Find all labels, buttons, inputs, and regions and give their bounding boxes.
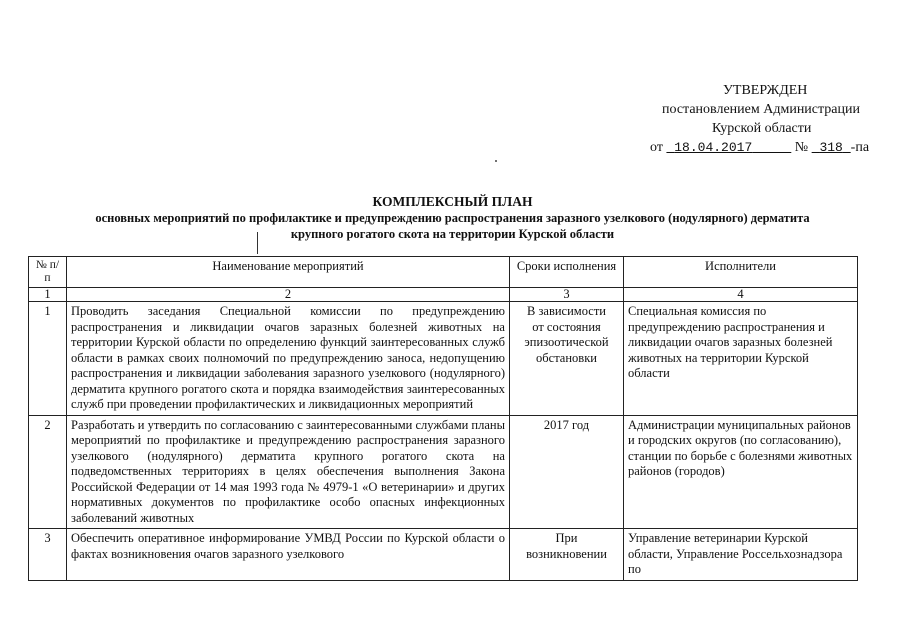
row-deadline: В зависимости от состояния эпизоотической обстановки bbox=[510, 302, 624, 416]
approval-stamp-line2: постановлением Администрации bbox=[662, 102, 860, 117]
table-row bbox=[29, 302, 858, 416]
header-activity: Наименование мероприятий bbox=[67, 257, 510, 288]
header-executors: Исполнители bbox=[624, 257, 858, 288]
row-deadline: При возникновении bbox=[510, 529, 624, 581]
row-executors: Управление ветеринарии Курской области, Управление Россельхознадзора по bbox=[624, 529, 858, 581]
number-suffix: -па bbox=[850, 140, 870, 155]
number-prefix: № bbox=[794, 140, 809, 155]
column-number-row bbox=[29, 288, 858, 302]
plan-table bbox=[28, 256, 858, 581]
col-number: 2 bbox=[67, 288, 510, 302]
scan-speck bbox=[495, 160, 497, 162]
document-subtitle-line2: крупного рогатого скота на территории Курской области bbox=[290, 227, 615, 241]
row-number: 3 bbox=[29, 529, 67, 581]
approval-date-line bbox=[650, 138, 869, 158]
header-num: № п/п bbox=[29, 257, 67, 288]
table-row bbox=[29, 529, 858, 581]
approval-stamp-line3: Курской области bbox=[712, 121, 812, 136]
row-number: 1 bbox=[29, 302, 67, 416]
date-prefix: от bbox=[650, 140, 663, 155]
document-title: КОМПЛЕКСНЫЙ ПЛАН bbox=[372, 194, 533, 209]
col-number: 3 bbox=[510, 288, 624, 302]
row-executors: Специальная комиссия по предупреждению распространения и ликвидации очагов заразных болезней животных на территории Курской области bbox=[624, 302, 858, 416]
approval-date: 18.04.2017 bbox=[674, 140, 753, 155]
row-deadline: 2017 год bbox=[510, 415, 624, 529]
row-activity: Разработать и утвердить по согласованию с заинтересованными службами планы мероприятий по профилактике и предупреждению распространения заразного узелкового (нодулярного) дерматита крупного рогатого скота на подведомственных территориях в целях обеспечения выполнения Закона Российской Федерации от 14 мая 1993 года № 4979-1 «О ветеринарии» и других нормативных документов по профилактике особо опасных инфекционных заболеваний животных bbox=[67, 415, 510, 529]
document-subtitle-line1: основных мероприятий по профилактике и предупреждению распространения заразного узелкового (нодулярного) дерматита bbox=[95, 211, 810, 225]
row-executors: Администрации муниципальных районов и городских округов (по согласованию), станции по борьбе с болезнями животных районов (городов) bbox=[624, 415, 858, 529]
row-activity: Проводить заседания Специальной комиссии по предупреждению распространения и ликвидации очагов заразных болезней животных на территории Курской области по определению функций заинтересованных служб области в рамках своих полномочий по предупреждению заноса, недопущению распространения и ликвидации заболевания заразного узелкового (нодулярного) дерматита крупного рогатого скота и порядка взаимодействия заинтересованных служб при проведении профилактических и ликвидационных мероприятий bbox=[67, 302, 510, 416]
table-header-row bbox=[29, 257, 858, 288]
col-number: 1 bbox=[29, 288, 67, 302]
row-number: 2 bbox=[29, 415, 67, 529]
header-deadline: Сроки исполнения bbox=[510, 257, 624, 288]
col-number: 4 bbox=[624, 288, 858, 302]
approval-stamp-line1: УТВЕРЖДЕН bbox=[723, 83, 808, 98]
approval-number: 318 bbox=[819, 140, 843, 155]
row-activity: Обеспечить оперативное информирование УМВД России по Курской области о фактах возникновения очагов заразного узелкового bbox=[67, 529, 510, 581]
table-row bbox=[29, 415, 858, 529]
